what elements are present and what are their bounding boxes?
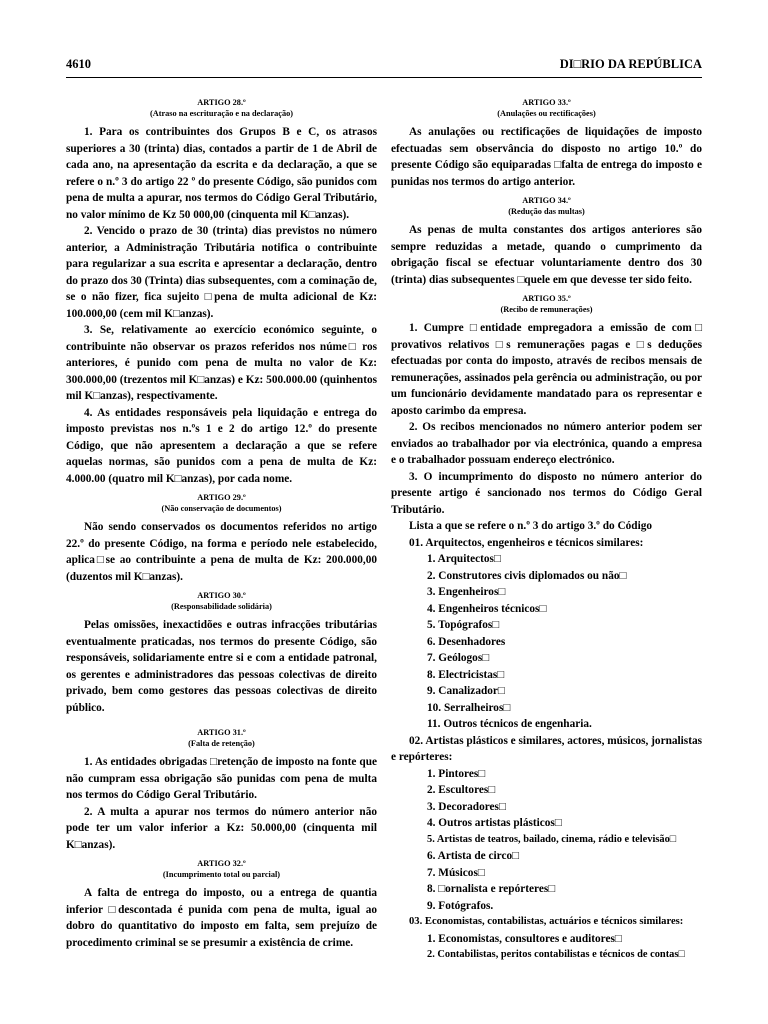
list-group-01-heading: 01. Arquitectos, engenheiros e técnicos similares: bbox=[409, 536, 644, 549]
article-30-paragraph: Pelas omissões, inexactidões e outras infracções tributárias eventualmente praticadas, nos termos do presente Código, são responsáveis, solidariamente entre si e com a entidade patronal, os gerentes e administradores das pessoas colectivas de direito privado, bem como gestores das pessoas colectivas de direito público. bbox=[66, 619, 377, 714]
article-35-title: ARTIGO 35.º bbox=[522, 294, 571, 303]
left-column bbox=[66, 98, 377, 951]
article-29-title: ARTIGO 29.º bbox=[197, 493, 246, 502]
article-29-subtitle: (Não conservação de documentos) bbox=[161, 503, 282, 513]
article-35-paragraph: 2. Os recibos mencionados no número anterior podem ser enviados ao trabalhador por via electrónica, quando a empresa e o trabalhador possuam endereço electrónico. bbox=[391, 421, 702, 466]
article-32-paragraph: A falta de entrega do imposto, ou a entrega de quantia inferior □descontada é punida com pena de multa, igual ao dobro do quantitativo do imposto em falta, sem prejuízo de procedimento criminal se se presumir a existência de crime. bbox=[66, 887, 377, 949]
article-34-paragraph: As penas de multa constantes dos artigos anteriores são sempre reduzidas a metade, quando o cumprimento da obrigação fiscal se efectuar voluntariamente dentro dos 30 (trinta) dias subsequentes □quele em que devesse ter sido feito. bbox=[391, 224, 702, 286]
list-item: 7. Músicos□ bbox=[427, 866, 485, 879]
article-31-paragraph: 1. As entidades obrigadas □retenção de imposto na fonte que não cumpram essa obrigação são punidas com pena de multa nos termos do Código Geral Tributário. bbox=[66, 756, 377, 801]
list-item: 1. Pintores□ bbox=[427, 767, 486, 780]
article-30-title: ARTIGO 30.º bbox=[197, 591, 246, 600]
list-item: 2. Construtores civis diplomados ou não□ bbox=[427, 569, 627, 582]
list-item: 4. Engenheiros técnicos□ bbox=[427, 602, 547, 615]
article-35-paragraph: 3. O incumprimento do disposto no número anterior do presente artigo é sancionado nos termos do Código Geral Tributário. bbox=[391, 470, 702, 516]
page-header bbox=[66, 57, 702, 77]
article-31-title: ARTIGO 31.º bbox=[197, 728, 246, 737]
list-item: 2. Escultores□ bbox=[427, 784, 496, 796]
article-34-title: ARTIGO 34.º bbox=[522, 196, 571, 205]
article-29-paragraph: Não sendo conservados os documentos referidos no artigo 22.º do presente Código, na forma e período nele estabelecido, aplica□se ao contribuinte a pena de multa de Kz: 200.000,00 (duzentos mil K□anzas). bbox=[66, 521, 377, 583]
article-33-subtitle: (Anulações ou rectificações) bbox=[497, 108, 596, 118]
list-group-02-heading: 02. Artistas plásticos e similares, actores, músicos, jornalistas e repórteres: bbox=[391, 734, 702, 763]
article-32-title: ARTIGO 32.º bbox=[197, 859, 246, 868]
publication-title: DI□RIO DA REPÚBLICA bbox=[559, 57, 702, 71]
article-28-paragraph: 2. Vencido o prazo de 30 (trinta) dias previstos no número anterior, a Administração Tributária notifica o contribuinte para regularizar a sua escrita e apresentar a declaração, dentro do prazo dos 30 (Trinta) dias subsequentes, com a cominação de, se o não fizer, fica sujeito □pena de multa adicional de Kz: 100.000,00 (cem mil K□anzas). bbox=[66, 225, 377, 320]
list-item: 1. Arquitectos□ bbox=[427, 553, 501, 565]
list-item: 9. Canalizador□ bbox=[427, 685, 505, 697]
article-31-paragraph: 2. A multa a apurar nos termos do número anterior não pode ter um valor inferior a Kz: 50.000,00 (cinquenta mil K□anzas). bbox=[66, 805, 377, 851]
list-item: 6. Artista de circo□ bbox=[427, 850, 519, 862]
article-34-subtitle: (Redução das multas) bbox=[508, 206, 585, 216]
article-32-subtitle: (Incumprimento total ou parcial) bbox=[162, 869, 281, 879]
article-35-subtitle: (Recibo de remunerações) bbox=[500, 304, 593, 314]
article-28-title: ARTIGO 28.º bbox=[197, 98, 246, 107]
article-31-subtitle: (Falta de retenção) bbox=[188, 738, 255, 748]
list-item: 3. Engenheiros□ bbox=[427, 586, 506, 598]
list-item: 8. □ornalista e repórteres□ bbox=[427, 883, 556, 895]
list-item: 1. Economistas, consultores e auditores□ bbox=[427, 932, 622, 945]
article-28-paragraph: 4. As entidades responsáveis pela liquidação e entrega do imposto previstas nos n.ºs 1 e 2 do artigo 12.º do presente Código, que não apresentem a declaração a que se refere aquelas normas, são punidos com a pena de multa de Kz: 4.000.00 (quatro mil K□anzas), por cada nome. bbox=[66, 406, 377, 485]
list-item: 6. Desenhadores bbox=[427, 635, 506, 648]
list-item: 5. Topógrafos□ bbox=[427, 619, 500, 631]
list-group-03-heading: 03. Economistas, contabilistas, actuários e técnicos similares: bbox=[409, 916, 684, 927]
article-28-subtitle: (Atraso na escrituração e na declaração) bbox=[149, 108, 294, 118]
list-item: 3. Decoradores□ bbox=[427, 800, 506, 813]
article-33-paragraph: As anulações ou rectificações de liquidações de imposto efectuadas sem observância do disposto no artigo 10.º do presente Código são equiparadas □falta de entrega do imposto e punidas nos termos do artigo anterior. bbox=[391, 126, 702, 188]
page-number: 4610 bbox=[66, 57, 91, 71]
list-title: Lista a que se refere o n.º 3 do artigo 3.º do Código bbox=[409, 520, 653, 532]
list-item: 8. Electricistas□ bbox=[427, 668, 505, 681]
article-28-paragraph: 3. Se, relativamente ao exercício económico seguinte, o contribuinte não observar os prazos referidos nos núme□ ros anteriores, é punido com pena de multa no valor de Kz: 300.000,00 (trezentos mil K□anzas) e Kz: 500.000.00 (quinhentos mil K□anzas), respectivamente. bbox=[66, 324, 377, 402]
list-item: 11. Outros técnicos de engenharia. bbox=[427, 718, 592, 730]
list-item: 9. Fotógrafos. bbox=[427, 899, 494, 912]
list-item: 10. Serralheiros□ bbox=[427, 701, 511, 714]
list-item: 2. Contabilistas, peritos contabilistas e técnicos de contas□ bbox=[427, 949, 685, 960]
list-item: 5. Artistas de teatros, bailado, cinema, rádio e televisão□ bbox=[427, 833, 677, 845]
right-column bbox=[391, 98, 702, 964]
list-item: 4. Outros artistas plásticos□ bbox=[427, 817, 562, 829]
article-28-paragraph: 1. Para os contribuintes dos Grupos B e C, os atrasos superiores a 30 (trinta) dias, contados a partir de 1 de Abril de cada ano, na apresentação da escrita e da declaração, a que se refere o n.º 3 do artigo 22 º do presente Código, são punidos com pena de multa a apurar, nos termos do Código Geral Tributário, no valor mínimo de Kz 50 000,00 (cinquenta mil K□anzas). bbox=[66, 126, 377, 221]
list-item: 7. Geólogos□ bbox=[427, 652, 490, 664]
article-30-subtitle: (Responsabilidade solidária) bbox=[171, 601, 272, 611]
article-35-paragraph: 1. Cumpre □entidade empregadora a emissão de com□ provativos relativos □s remunerações pagas e □s deduções efectuadas por conta do imposto, através de recibos mensais de remunerações, assinados pela gerência ou administração, ou por um funcionário devidamente mandatado para os representar e aposto carimbo da empresa. bbox=[391, 322, 702, 417]
header-rule bbox=[66, 77, 702, 78]
article-33-title: ARTIGO 33.º bbox=[522, 98, 571, 107]
